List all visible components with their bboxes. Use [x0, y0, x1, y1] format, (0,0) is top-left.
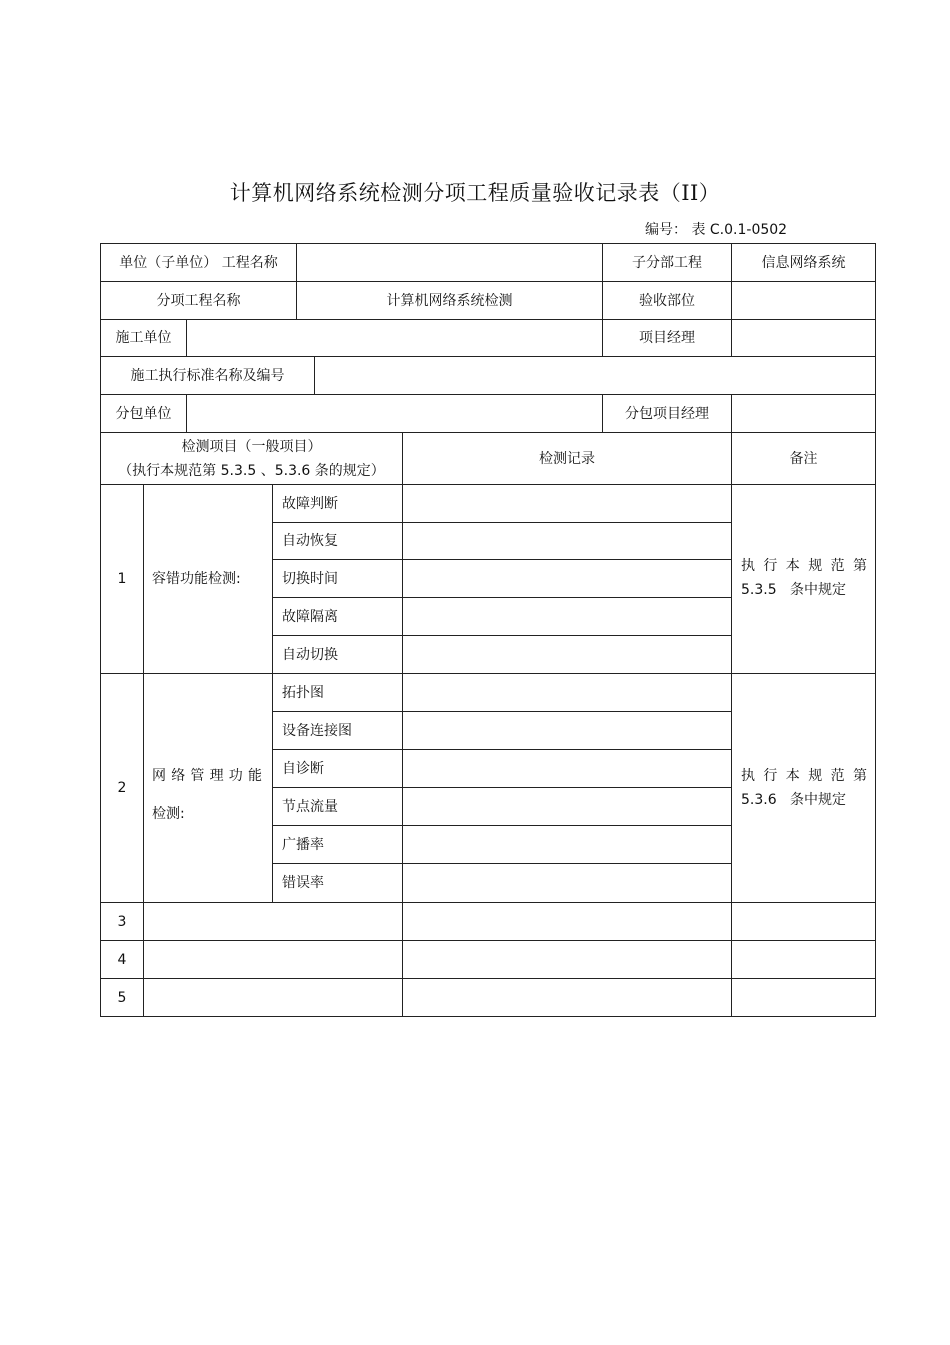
record-field[interactable]	[403, 788, 731, 825]
sub-item-topology: 拓扑图	[282, 684, 324, 701]
standard-field[interactable]	[315, 357, 875, 394]
remark-field[interactable]	[732, 979, 875, 1016]
group-2-remark	[741, 764, 867, 812]
row-4-number: 4	[117, 951, 127, 968]
subcontractor-field[interactable]	[187, 395, 602, 432]
acceptance-part-field[interactable]	[732, 282, 875, 319]
group-1-remark-line1: 执行本规范第	[741, 558, 867, 574]
sub-project-value: 信息网络系统	[761, 254, 846, 271]
record-field[interactable]	[403, 636, 731, 673]
remark-field[interactable]	[732, 941, 875, 978]
record-field[interactable]	[403, 826, 731, 863]
group-1-remark-line2: 5.3.5 条中规定	[741, 582, 846, 598]
contractor-label: 施工单位	[115, 330, 172, 346]
remark-field[interactable]	[732, 903, 875, 940]
sub-item-fault-isolation: 故障隔离	[282, 608, 338, 625]
sub-project-label: 子分部工程	[632, 254, 702, 271]
row-4-item-field[interactable]	[144, 941, 402, 978]
sub-item-error-rate: 错误率	[282, 875, 324, 891]
inspection-item-header-line1: 检测项目（一般项目）	[181, 438, 322, 455]
record-field[interactable]	[403, 750, 731, 787]
record-field[interactable]	[403, 864, 731, 902]
sub-item-broadcast-rate: 广播率	[282, 836, 324, 853]
project-manager-field[interactable]	[732, 320, 875, 356]
sub-manager-field[interactable]	[732, 395, 875, 432]
item-project-label: 分项工程名称	[156, 292, 241, 309]
remark-header: 备注	[789, 450, 818, 467]
record-field[interactable]	[403, 979, 731, 1016]
record-field[interactable]	[403, 712, 731, 749]
page-title: 计算机网络系统检测分项工程质量验收记录表（II）	[229, 181, 721, 205]
row-5-item-field[interactable]	[144, 979, 402, 1016]
group-1-name: 容错功能检测:	[152, 571, 241, 587]
sub-item-auto-switch: 自动切换	[282, 646, 338, 663]
unit-project-name-field[interactable]	[297, 244, 602, 281]
sub-item-fault-judgment: 故障判断	[282, 495, 338, 512]
record-field[interactable]	[403, 598, 731, 635]
group-2-name-line2: 检测:	[152, 806, 185, 822]
group-2-remark-line2: 5.3.6 条中规定	[741, 792, 846, 808]
subcontractor-label: 分包单位	[115, 405, 172, 422]
item-project-value: 计算机网络系统检测	[386, 292, 513, 309]
sub-manager-label: 分包项目经理	[625, 405, 709, 422]
row-5-number: 5	[117, 989, 127, 1006]
record-field[interactable]	[403, 523, 731, 559]
group-1-remark	[741, 554, 867, 602]
record-field[interactable]	[403, 560, 731, 597]
sub-item-auto-recovery: 自动恢复	[282, 533, 338, 549]
record-field[interactable]	[403, 674, 731, 711]
inspection-item-header	[101, 433, 402, 484]
group-2-remark-line1: 执行本规范第	[741, 768, 867, 784]
sub-item-node-traffic: 节点流量	[282, 798, 338, 815]
record-field[interactable]	[403, 485, 731, 522]
group-2-number: 2	[117, 780, 127, 796]
document-number: 编号： 表 C.0.1-0502	[645, 222, 788, 238]
group-2-name-line1: 网络管理功能	[152, 768, 262, 784]
record-field[interactable]	[403, 903, 731, 940]
row-3-number: 3	[117, 913, 127, 930]
record-header: 检测记录	[539, 450, 595, 467]
row-3-item-field[interactable]	[144, 903, 402, 940]
sub-item-switch-time: 切换时间	[282, 570, 338, 587]
unit-project-name-label: 单位（子单位） 工程名称	[119, 254, 278, 271]
standard-label: 施工执行标准名称及编号	[130, 367, 285, 384]
group-1-number: 1	[117, 571, 127, 587]
sub-item-self-diagnosis: 自诊断	[282, 760, 324, 777]
inspection-item-header-line2: （执行本规范第 5.3.5 、5.3.6 条的规定）	[118, 462, 385, 479]
group-2-name	[152, 757, 262, 833]
sub-item-device-connection: 设备连接图	[282, 722, 352, 739]
project-manager-label: 项目经理	[639, 330, 695, 346]
contractor-field[interactable]	[187, 320, 602, 356]
record-field[interactable]	[403, 941, 731, 978]
acceptance-part-label: 验收部位	[639, 292, 695, 309]
